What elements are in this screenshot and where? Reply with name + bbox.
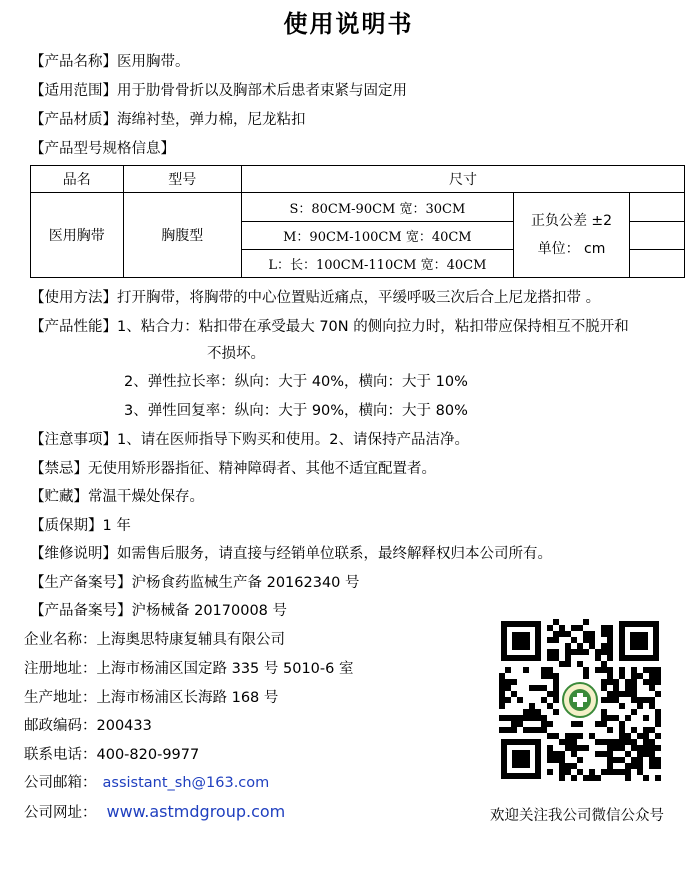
tolerance-text: 正负公差 ±2 <box>530 213 613 229</box>
size-m-cell: M：90CM-100CM 宽：40CM <box>241 222 513 250</box>
unit-text: 单位： cm <box>537 241 606 257</box>
performance-line-1: 【产品性能】1、粘合力：粘扣带在承受最大 70N 的侧向拉力时，粘扣带应保持相互不脱开和 <box>30 319 629 335</box>
qr-caption: 欢迎关注我公司微信公众号 <box>490 808 664 824</box>
product-name-line: 【产品名称】医用胸带。 <box>30 54 190 70</box>
performance-line-2: 2、弹性拉长率：纵向：大于 40%，横向：大于 10% <box>124 374 468 390</box>
reg-address-value: 上海市杨浦区国定路 335 号 5010-6 室 <box>96 661 354 677</box>
storage-line: 【贮藏】常温干燥处保存。 <box>30 489 204 505</box>
performance-line-3: 3、弹性回复率：纵向：大于 90%，横向：大于 80% <box>124 403 468 419</box>
postcode-row <box>24 716 152 736</box>
notes-line: 【注意事项】1、请在医师指导下购买和使用。2、请保持产品洁净。 <box>30 432 469 448</box>
scope-line: 【适用范围】用于肋骨骨折以及胸部术后患者束紧与固定用 <box>30 83 407 99</box>
company-name-row <box>24 630 285 650</box>
header-model: 型号 <box>123 166 241 193</box>
reg-address-row <box>24 659 353 679</box>
reg-address-label: 注册地址： <box>24 661 97 677</box>
prod-address-value: 上海市杨浦区长海路 168 号 <box>96 690 279 706</box>
document-title: 使用说明书 <box>283 10 414 38</box>
phone-value: 400-820-9977 <box>96 747 200 763</box>
repair-line: 【维修说明】如需售后服务，请直接与经销单位联系，最终解释权归本公司所有。 <box>30 546 552 562</box>
website-link[interactable]: www.astmdgroup.com <box>106 802 286 821</box>
email-link[interactable]: assistant_sh@163.com <box>102 775 270 791</box>
extra-cell-2 <box>630 222 685 250</box>
header-size: 尺寸 <box>241 166 684 193</box>
spec-table <box>30 165 685 278</box>
size-s-cell: S：80CM-90CM 宽：30CM <box>241 193 513 222</box>
phone-row <box>24 745 199 765</box>
performance-line-1-cont: 不损坏。 <box>207 346 265 362</box>
email-row <box>24 773 269 793</box>
product-reg-line: 【产品备案号】沪杨械备 20170008 号 <box>30 603 288 619</box>
prod-address-label: 生产地址： <box>24 690 97 706</box>
contraindication-line: 【禁忌】无使用矫形器指征、精神障碍者、其他不适宜配置者。 <box>30 461 436 477</box>
model-cell: 胸腹型 <box>123 193 241 278</box>
company-name-value: 上海奥思特康复辅具有限公司 <box>96 632 285 648</box>
usage-line: 【使用方法】打开胸带，将胸带的中心位置贴近痛点，平缓呼吸三次后合上尼龙搭扣带 。 <box>30 290 601 306</box>
warranty-line: 【质保期】1 年 <box>30 518 131 534</box>
extra-cell-1 <box>630 193 685 222</box>
website-label: 公司网址： <box>24 805 97 821</box>
size-l-cell: L：长：100CM-110CM 宽：40CM <box>241 250 513 278</box>
email-label: 公司邮箱： <box>24 775 97 791</box>
material-line: 【产品材质】海绵衬垫，弹力棉，尼龙粘扣 <box>30 112 306 128</box>
production-reg-line: 【生产备案号】沪杨食药监械生产备 20162340 号 <box>30 575 360 591</box>
spec-heading-line: 【产品型号规格信息】 <box>30 141 175 157</box>
extra-cell-3 <box>630 250 685 278</box>
product-cell: 医用胸带 <box>31 193 124 278</box>
postcode-value: 200433 <box>96 718 152 734</box>
website-row <box>24 802 285 823</box>
prod-address-row <box>24 688 278 708</box>
header-product: 品名 <box>31 166 124 193</box>
wechat-qr-code <box>499 619 661 781</box>
tolerance-cell <box>513 193 630 278</box>
phone-label: 联系电话： <box>24 747 97 763</box>
company-logo-icon <box>561 681 599 719</box>
postcode-label: 邮政编码： <box>24 718 97 734</box>
company-name-label: 企业名称： <box>24 632 97 648</box>
